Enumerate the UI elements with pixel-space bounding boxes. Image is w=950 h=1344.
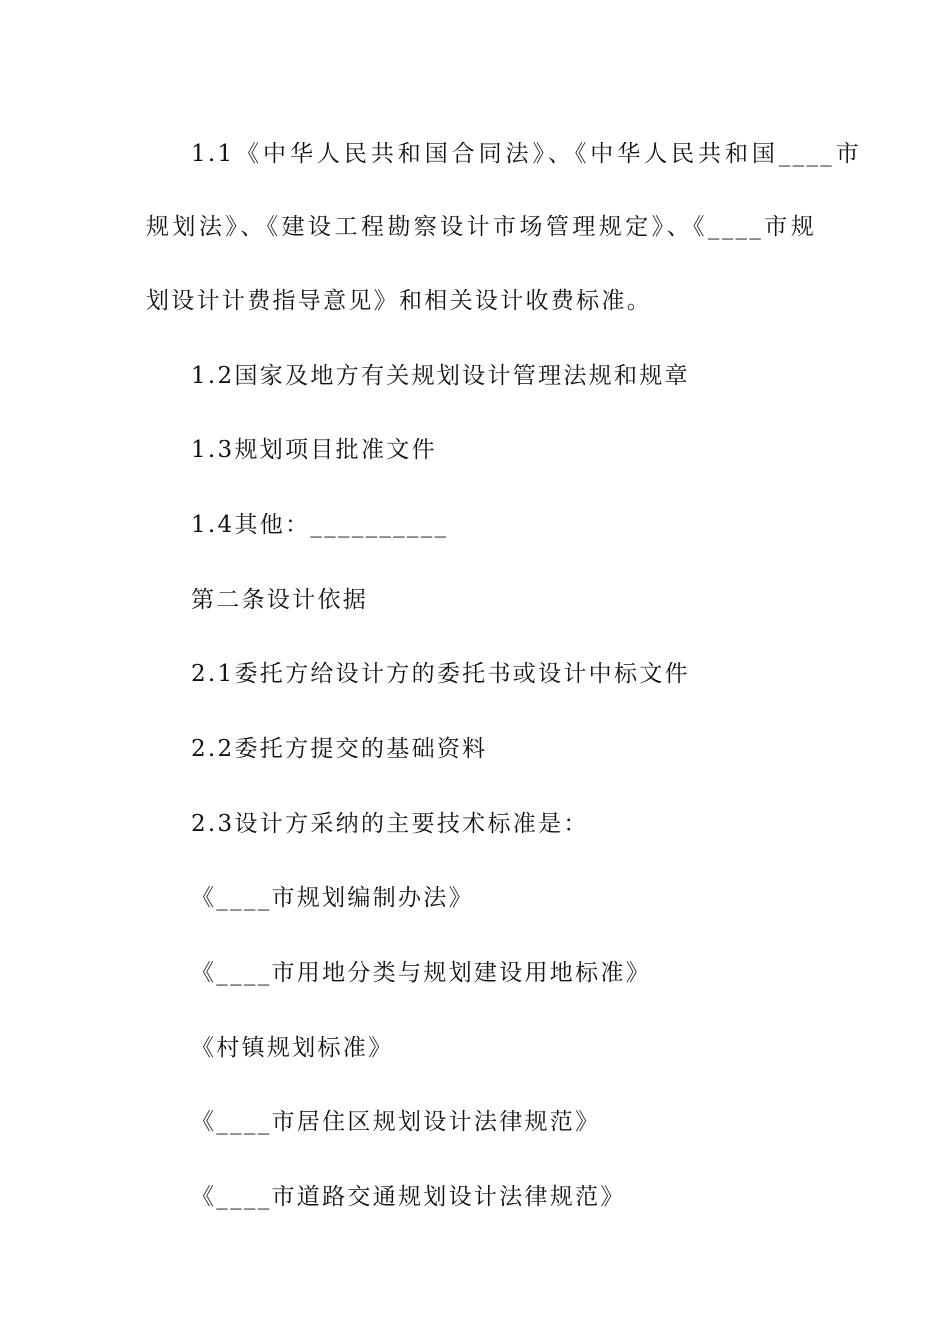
clause-1-1-line-1: 1.1《中华人民共和国合同法》、《中华人民共和国____市	[191, 141, 861, 167]
clause-2-2: 2.2委托方提交的基础资料	[191, 736, 488, 762]
standard-item: 《____市用地分类与规划建设用地标准》	[191, 960, 651, 986]
clause-2-1: 2.1委托方给设计方的委托书或设计中标文件	[191, 661, 690, 687]
clause-1-1-line-2: 规划法》、《建设工程勘察设计市场管理规定》、《____市规	[146, 214, 816, 240]
standard-item: 《____市道路交通规划设计法律规范》	[191, 1184, 626, 1210]
clause-1-1-line-3: 划设计计费指导意见》和相关设计收费标准。	[146, 288, 652, 314]
clause-2-3: 2.3设计方采纳的主要技术标准是：	[191, 811, 589, 837]
clause-1-2: 1.2国家及地方有关规划设计管理法规和规章	[191, 363, 690, 389]
standard-item: 《____市规划编制办法》	[191, 885, 474, 911]
standard-item: 《____市居住区规划设计法律规范》	[191, 1109, 601, 1135]
clause-1-3: 1.3规划项目批准文件	[191, 437, 437, 463]
standard-item: 《村镇规划标准》	[191, 1035, 394, 1061]
clause-1-4: 1.4其他：__________	[191, 512, 449, 538]
article-2-heading: 第二条设计依据	[191, 587, 369, 613]
